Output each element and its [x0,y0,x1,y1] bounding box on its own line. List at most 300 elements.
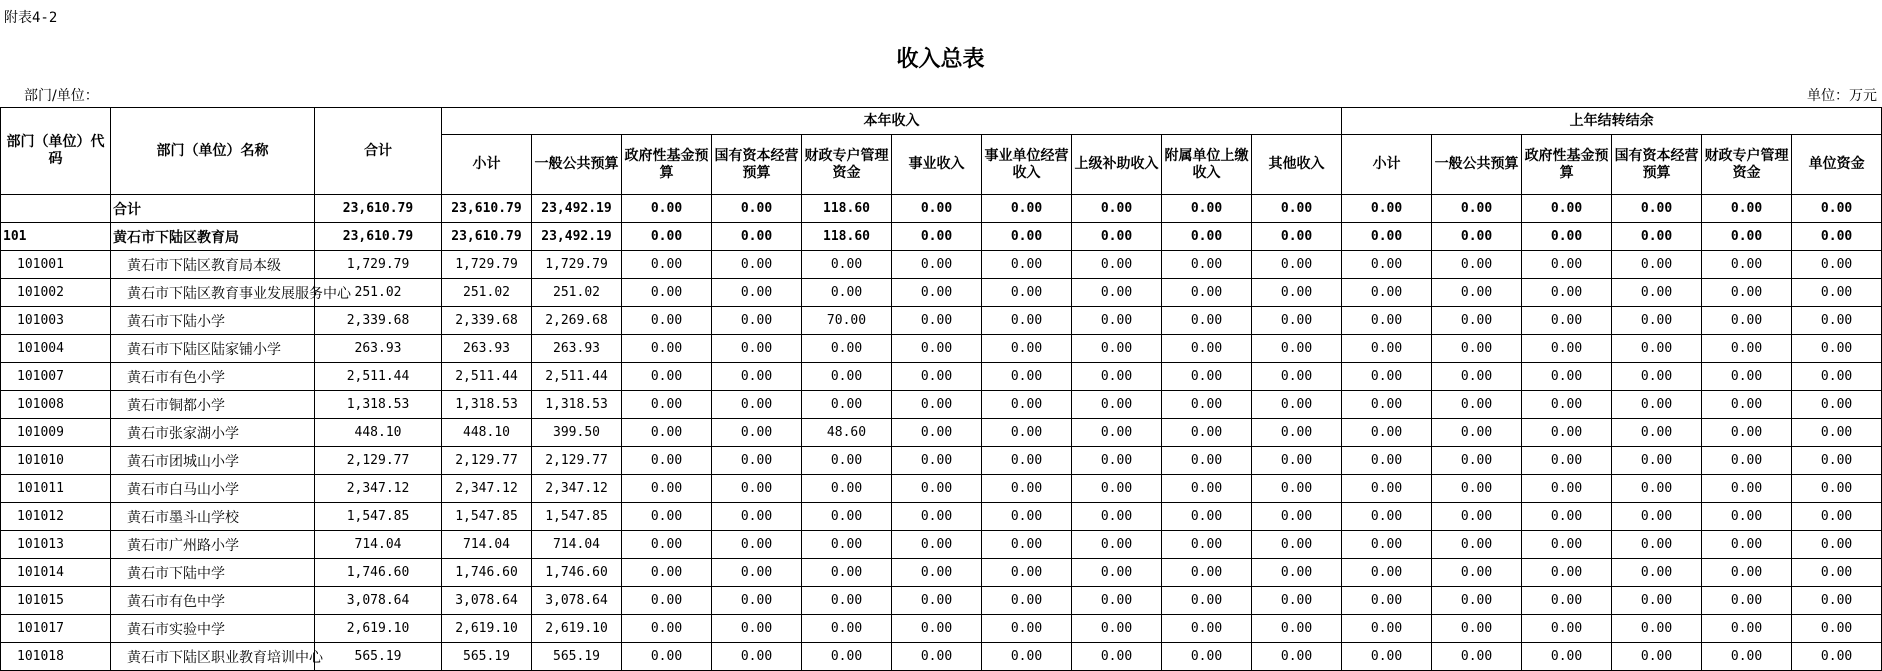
cell-value: 2,129.77 [442,447,532,475]
cell-value: 2,619.10 [315,615,442,643]
cell-code [1,195,111,223]
cell-value: 0.00 [1612,223,1702,251]
cell-value: 0.00 [802,251,892,279]
cell-value: 0.00 [1612,279,1702,307]
cell-value: 0.00 [1162,391,1252,419]
cell-value: 0.00 [1612,587,1702,615]
cell-value: 0.00 [1432,307,1522,335]
cell-value: 0.00 [1702,447,1792,475]
cell-value: 0.00 [622,643,712,671]
cell-value: 1,729.79 [442,251,532,279]
cell-name: 黄石市下陆区教育局本级 [111,251,315,279]
cell-code: 101013 [1,531,111,559]
cell-value: 0.00 [1702,531,1792,559]
cell-value: 0.00 [1162,279,1252,307]
cell-value: 118.60 [802,223,892,251]
cell-value: 0.00 [1162,223,1252,251]
cell-value: 0.00 [1342,279,1432,307]
cell-code: 101007 [1,363,111,391]
cell-value: 0.00 [1162,503,1252,531]
cell-code: 101012 [1,503,111,531]
cell-value: 2,129.77 [532,447,622,475]
cell-value: 0.00 [1072,559,1162,587]
cell-value: 0.00 [1162,559,1252,587]
cell-value: 0.00 [1792,447,1882,475]
cell-value: 0.00 [1432,419,1522,447]
cell-value: 0.00 [712,503,802,531]
cell-value: 0.00 [1252,391,1342,419]
cell-value: 251.02 [315,279,442,307]
col-header-current-affiliated-turnover: 附属单位上缴收入 [1162,135,1252,195]
cell-value: 2,347.12 [532,475,622,503]
cell-value: 0.00 [892,195,982,223]
cell-value: 0.00 [1792,391,1882,419]
col-header-current-superior-subsidy: 上级补助收入 [1072,135,1162,195]
cell-value: 0.00 [982,307,1072,335]
table-row [1,307,1882,335]
cell-value: 0.00 [1612,503,1702,531]
cell-value: 0.00 [1342,195,1432,223]
cell-value: 0.00 [1522,223,1612,251]
col-header-current-other: 其他收入 [1252,135,1342,195]
cell-name: 黄石市下陆小学 [111,307,315,335]
cell-value: 3,078.64 [442,587,532,615]
cell-value: 0.00 [622,615,712,643]
col-header-current-gov-fund: 政府性基金预算 [622,135,712,195]
col-header-name: 部门（单位）名称 [111,108,315,195]
cell-value: 0.00 [1522,391,1612,419]
cell-value: 0.00 [1252,447,1342,475]
cell-code: 101015 [1,587,111,615]
cell-value: 0.00 [892,223,982,251]
col-header-current-state-capital: 国有资本经营预算 [712,135,802,195]
cell-value: 0.00 [622,559,712,587]
cell-value: 0.00 [1612,531,1702,559]
cell-value: 118.60 [802,195,892,223]
table-row [1,391,1882,419]
cell-value: 0.00 [1702,587,1792,615]
cell-value: 0.00 [892,531,982,559]
cell-value: 0.00 [1432,531,1522,559]
cell-value: 0.00 [1612,195,1702,223]
col-header-current-general-budget: 一般公共预算 [532,135,622,195]
cell-value: 0.00 [1252,475,1342,503]
cell-value: 263.93 [442,335,532,363]
cell-value: 0.00 [1162,419,1252,447]
cell-name: 黄石市白马山小学 [111,475,315,503]
cell-value: 0.00 [1342,559,1432,587]
cell-value: 0.00 [1522,279,1612,307]
table-row [1,475,1882,503]
cell-value: 2,339.68 [442,307,532,335]
cell-value: 2,619.10 [442,615,532,643]
cell-value: 714.04 [532,531,622,559]
cell-value: 0.00 [1072,475,1162,503]
cell-value: 0.00 [802,643,892,671]
cell-value: 23,610.79 [315,223,442,251]
cell-value: 0.00 [982,251,1072,279]
cell-name: 黄石市墨斗山学校 [111,503,315,531]
cell-value: 0.00 [892,391,982,419]
cell-value: 0.00 [1792,223,1882,251]
cell-value: 0.00 [802,503,892,531]
cell-value: 0.00 [1522,643,1612,671]
cell-value: 0.00 [1432,391,1522,419]
cell-value: 0.00 [892,363,982,391]
cell-value: 0.00 [892,307,982,335]
cell-value: 2,339.68 [315,307,442,335]
cell-value: 0.00 [1072,195,1162,223]
cell-name: 黄石市广州路小学 [111,531,315,559]
cell-name: 黄石市下陆区教育局 [111,223,315,251]
cell-value: 0.00 [892,587,982,615]
cell-value: 0.00 [982,363,1072,391]
cell-value: 0.00 [1792,559,1882,587]
cell-value: 0.00 [802,559,892,587]
cell-value: 0.00 [1342,531,1432,559]
cell-value: 0.00 [622,503,712,531]
cell-value: 0.00 [1792,279,1882,307]
cell-value: 0.00 [1702,251,1792,279]
cell-value: 0.00 [1792,503,1882,531]
cell-code: 101017 [1,615,111,643]
cell-value: 0.00 [1792,307,1882,335]
col-header-prior-state-capital: 国有资本经营预算 [1612,135,1702,195]
cell-value: 0.00 [892,475,982,503]
cell-value: 0.00 [982,643,1072,671]
cell-value: 0.00 [1162,363,1252,391]
cell-value: 2,129.77 [315,447,442,475]
cell-value: 0.00 [892,447,982,475]
cell-value: 0.00 [1252,587,1342,615]
cell-value: 0.00 [1702,223,1792,251]
cell-value: 0.00 [622,447,712,475]
cell-value: 0.00 [1252,503,1342,531]
cell-value: 0.00 [1522,615,1612,643]
cell-code: 101018 [1,643,111,671]
cell-value: 0.00 [1162,447,1252,475]
cell-value: 0.00 [622,279,712,307]
table-row [1,195,1882,223]
cell-value: 23,610.79 [442,195,532,223]
cell-value: 0.00 [1072,279,1162,307]
cell-value: 1,746.60 [315,559,442,587]
cell-value: 0.00 [622,307,712,335]
cell-value: 0.00 [712,643,802,671]
cell-value: 0.00 [1702,615,1792,643]
cell-value: 0.00 [1612,307,1702,335]
cell-value: 0.00 [1432,251,1522,279]
cell-value: 0.00 [1072,587,1162,615]
cell-value: 0.00 [1162,643,1252,671]
table-row [1,363,1882,391]
cell-value: 0.00 [1072,503,1162,531]
col-header-current-subtotal: 小计 [442,135,532,195]
cell-value: 0.00 [1252,643,1342,671]
cell-value: 0.00 [1432,503,1522,531]
cell-value: 0.00 [622,475,712,503]
cell-value: 565.19 [532,643,622,671]
cell-value: 0.00 [1792,531,1882,559]
cell-value: 0.00 [1342,391,1432,419]
cell-value: 0.00 [1342,363,1432,391]
cell-name: 黄石市下陆中学 [111,559,315,587]
cell-value: 0.00 [1342,419,1432,447]
cell-code: 101002 [1,279,111,307]
cell-value: 714.04 [442,531,532,559]
table-row [1,419,1882,447]
cell-value: 1,318.53 [442,391,532,419]
cell-value: 0.00 [1432,447,1522,475]
cell-value: 0.00 [1162,251,1252,279]
cell-value: 2,347.12 [442,475,532,503]
cell-value: 0.00 [1162,615,1252,643]
cell-value: 0.00 [1612,447,1702,475]
cell-value: 0.00 [1162,335,1252,363]
cell-value: 0.00 [892,503,982,531]
cell-value: 0.00 [1702,503,1792,531]
table-body [1,195,1882,671]
dept-label: 部门/单位： [24,88,99,104]
cell-value: 0.00 [982,447,1072,475]
cell-code: 101009 [1,419,111,447]
table-row [1,251,1882,279]
cell-value: 0.00 [1432,335,1522,363]
cell-value: 0.00 [1072,615,1162,643]
cell-value: 0.00 [1162,475,1252,503]
cell-value: 0.00 [712,251,802,279]
cell-value: 0.00 [1252,307,1342,335]
cell-value: 0.00 [622,587,712,615]
cell-value: 0.00 [1252,531,1342,559]
cell-value: 0.00 [1072,447,1162,475]
cell-value: 0.00 [1342,335,1432,363]
cell-code: 101008 [1,391,111,419]
cell-value: 0.00 [982,587,1072,615]
cell-value: 0.00 [712,559,802,587]
cell-value: 0.00 [1612,363,1702,391]
cell-code: 101011 [1,475,111,503]
cell-value: 1,746.60 [442,559,532,587]
cell-value: 0.00 [1522,559,1612,587]
cell-value: 0.00 [1072,335,1162,363]
cell-value: 0.00 [622,195,712,223]
cell-value: 0.00 [892,419,982,447]
cell-value: 0.00 [1792,419,1882,447]
cell-value: 3,078.64 [315,587,442,615]
cell-value: 0.00 [1162,531,1252,559]
cell-value: 2,347.12 [315,475,442,503]
table-row [1,587,1882,615]
cell-value: 2,511.44 [315,363,442,391]
cell-value: 23,492.19 [532,223,622,251]
cell-value: 0.00 [622,419,712,447]
cell-value: 0.00 [1702,307,1792,335]
figure-label: 附表4-2 [4,10,58,26]
cell-value: 0.00 [1792,251,1882,279]
cell-value: 0.00 [712,587,802,615]
cell-value: 0.00 [1432,587,1522,615]
cell-value: 0.00 [1072,419,1162,447]
table-row [1,503,1882,531]
cell-value: 0.00 [1702,391,1792,419]
cell-value: 0.00 [1162,307,1252,335]
cell-value: 0.00 [802,363,892,391]
cell-name: 黄石市铜都小学 [111,391,315,419]
cell-value: 0.00 [802,335,892,363]
group-header-prior-carryover: 上年结转结余 [1342,108,1882,135]
cell-value: 0.00 [1702,643,1792,671]
cell-value: 0.00 [1702,419,1792,447]
cell-value: 23,610.79 [315,195,442,223]
cell-value: 2,269.68 [532,307,622,335]
cell-value: 0.00 [1072,223,1162,251]
cell-value: 0.00 [712,447,802,475]
cell-value: 0.00 [892,643,982,671]
cell-value: 0.00 [1432,195,1522,223]
cell-value: 0.00 [1342,447,1432,475]
cell-value: 0.00 [1612,335,1702,363]
cell-value: 0.00 [1162,195,1252,223]
table-row [1,615,1882,643]
table-row [1,531,1882,559]
group-header-current-income: 本年收入 [442,108,1342,135]
cell-value: 0.00 [1342,307,1432,335]
cell-value: 0.00 [1342,223,1432,251]
cell-value: 0.00 [1612,251,1702,279]
cell-value: 0.00 [802,475,892,503]
cell-value: 0.00 [982,559,1072,587]
cell-value: 448.10 [442,419,532,447]
cell-value: 70.00 [802,307,892,335]
cell-value: 0.00 [1522,503,1612,531]
cell-value: 0.00 [1072,531,1162,559]
cell-value: 0.00 [622,335,712,363]
cell-code: 101 [1,223,111,251]
cell-value: 0.00 [982,195,1072,223]
cell-value: 0.00 [712,223,802,251]
cell-code: 101014 [1,559,111,587]
cell-value: 0.00 [1072,643,1162,671]
cell-value: 0.00 [1522,587,1612,615]
cell-value: 0.00 [892,279,982,307]
cell-value: 0.00 [1522,447,1612,475]
cell-value: 0.00 [802,615,892,643]
cell-code: 101001 [1,251,111,279]
col-header-current-business-income: 事业收入 [892,135,982,195]
cell-value: 0.00 [1252,195,1342,223]
cell-value: 3,078.64 [532,587,622,615]
cell-value: 0.00 [1612,615,1702,643]
cell-name: 黄石市实验中学 [111,615,315,643]
cell-value: 0.00 [1432,475,1522,503]
cell-value: 251.02 [442,279,532,307]
cell-value: 1,547.85 [442,503,532,531]
cell-value: 448.10 [315,419,442,447]
cell-value: 0.00 [1522,335,1612,363]
cell-value: 0.00 [1702,475,1792,503]
cell-value: 0.00 [1162,587,1252,615]
cell-value: 0.00 [1252,279,1342,307]
cell-value: 0.00 [622,363,712,391]
cell-value: 0.00 [1522,251,1612,279]
cell-value: 399.50 [532,419,622,447]
cell-value: 0.00 [982,335,1072,363]
cell-value: 0.00 [1522,363,1612,391]
cell-value: 0.00 [892,559,982,587]
cell-value: 0.00 [1522,475,1612,503]
cell-value: 0.00 [712,419,802,447]
cell-value: 0.00 [802,587,892,615]
cell-value: 0.00 [1072,391,1162,419]
cell-value: 0.00 [712,391,802,419]
col-header-prior-gov-fund: 政府性基金预算 [1522,135,1612,195]
cell-name: 黄石市团城山小学 [111,447,315,475]
cell-value: 1,729.79 [532,251,622,279]
table-row [1,643,1882,671]
cell-value: 0.00 [1072,251,1162,279]
cell-value: 1,318.53 [532,391,622,419]
cell-value: 0.00 [712,615,802,643]
cell-value: 0.00 [982,279,1072,307]
col-header-prior-unit-funds: 单位资金 [1792,135,1882,195]
cell-value: 0.00 [1432,559,1522,587]
cell-value: 2,511.44 [442,363,532,391]
cell-value: 0.00 [982,391,1072,419]
cell-value: 263.93 [315,335,442,363]
cell-value: 0.00 [982,419,1072,447]
cell-value: 251.02 [532,279,622,307]
table-row [1,447,1882,475]
cell-value: 0.00 [1342,615,1432,643]
cell-value: 0.00 [982,615,1072,643]
cell-value: 0.00 [802,279,892,307]
cell-value: 2,511.44 [532,363,622,391]
cell-value: 0.00 [1792,335,1882,363]
cell-value: 0.00 [1612,559,1702,587]
cell-value: 0.00 [1702,559,1792,587]
cell-value: 0.00 [1342,475,1432,503]
cell-name: 黄石市有色小学 [111,363,315,391]
table-row [1,223,1882,251]
cell-value: 0.00 [892,335,982,363]
cell-value: 0.00 [1612,419,1702,447]
cell-value: 2,619.10 [532,615,622,643]
cell-value: 0.00 [802,531,892,559]
cell-value: 0.00 [1252,419,1342,447]
col-header-prior-special-account: 财政专户管理资金 [1702,135,1792,195]
cell-name: 黄石市下陆区职业教育培训中心 [111,643,315,671]
cell-value: 0.00 [1072,363,1162,391]
col-header-prior-general-budget: 一般公共预算 [1432,135,1522,195]
cell-value: 0.00 [1522,419,1612,447]
cell-value: 0.00 [982,475,1072,503]
cell-value: 0.00 [1252,335,1342,363]
col-header-total: 合计 [315,108,442,195]
cell-value: 0.00 [1342,643,1432,671]
col-header-current-business-operating: 事业单位经营收入 [982,135,1072,195]
cell-value: 0.00 [1702,363,1792,391]
cell-value: 0.00 [712,363,802,391]
cell-value: 0.00 [712,307,802,335]
cell-code: 101010 [1,447,111,475]
cell-value: 0.00 [1342,503,1432,531]
cell-value: 0.00 [712,475,802,503]
cell-value: 0.00 [1792,475,1882,503]
cell-value: 0.00 [1252,251,1342,279]
cell-value: 23,492.19 [532,195,622,223]
cell-value: 565.19 [442,643,532,671]
